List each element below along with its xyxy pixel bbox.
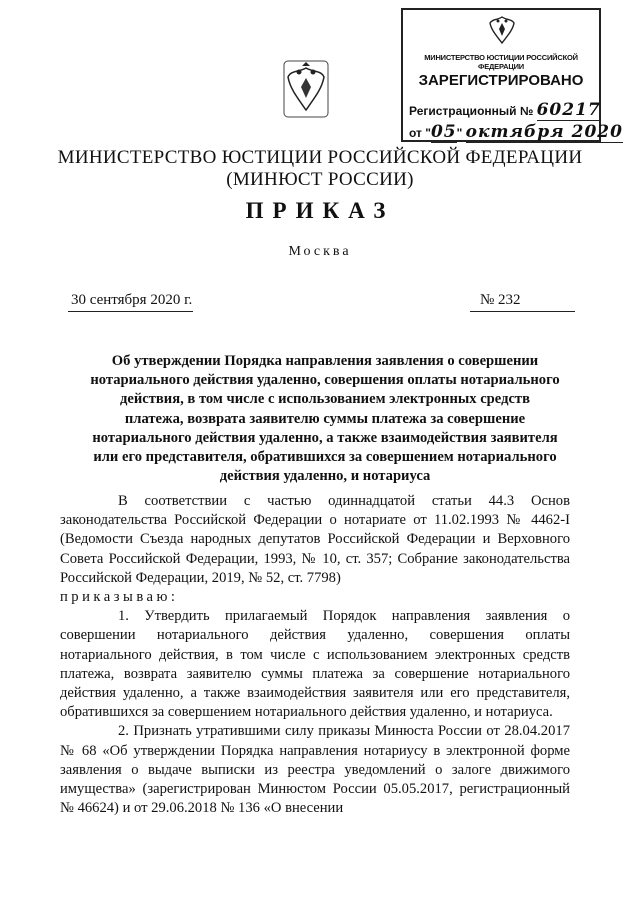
coat-of-arms-icon	[487, 14, 517, 46]
stamp-reg-line	[409, 100, 601, 121]
number-underline	[470, 311, 575, 312]
heading-line: или его представителя, обратившихся за совершением нотариального	[93, 449, 557, 466]
stamp-date-month-year: октября 2020	[465, 122, 623, 142]
heading-line: нотариального действия удаленно, а также взаимодействия заявителя	[92, 429, 558, 446]
stamp-date-mid: "	[456, 126, 463, 140]
ministry-line-2: (МИНЮСТ РОССИИ)	[226, 169, 414, 190]
stamp-ministry-name: МИНИСТЕРСТВО ЮСТИЦИИ РОССИЙСКОЙ ФЕДЕРАЦИИ	[424, 53, 578, 71]
date-underline	[68, 311, 193, 312]
orders-word: приказываю:	[60, 589, 179, 606]
coat-of-arms-icon	[283, 60, 329, 118]
stamp-date-line	[409, 122, 623, 143]
heading-line: Об утверждении Порядка направления заявления о совершении	[111, 353, 539, 369]
stamp-status: ЗАРЕГИСТРИРОВАНО	[418, 72, 584, 89]
heading-line: действия удаленно, и нотариуса	[219, 468, 431, 485]
stamp-date-prefix: от "	[409, 126, 431, 140]
heading-line: платежа, возврата заявителю суммы платежа за совершение	[124, 410, 526, 427]
heading-line: действия, в том числе с использованием электронных средств	[120, 391, 530, 408]
city: Москва	[288, 244, 352, 259]
order-title: ПРИКАЗ	[245, 198, 395, 223]
order-number: № 232	[480, 292, 521, 308]
stamp-reg-label: Регистрационный №	[409, 104, 534, 118]
registration-stamp	[401, 8, 623, 142]
ministry-name	[0, 147, 640, 191]
item-1-paragraph: 1. Утвердить прилагаемый Порядок направления заявления о совершении нотариального действия удаленно, совершения оплаты нотариального действия, в том числе с использованием электронных средств платежа, возврата заявителю суммы платежа за совершение нотариального действия удаленно, а также взаимодействия заявителя или его представителя, обратившихся за совершением нотариального действия удаленно, и нотариуса.	[60, 608, 570, 721]
order-body	[60, 492, 570, 818]
heading-line: нотариального действия удаленно, совершения оплаты нотариального	[90, 372, 560, 389]
stamp-date-day: 05	[430, 122, 457, 142]
order-date: 30 сентября 2020 г.	[71, 292, 193, 308]
order-heading	[70, 352, 580, 486]
stamp-reg-number: 60217	[536, 100, 601, 120]
item-2-paragraph: 2. Признать утратившими силу приказы Минюста России от 28.04.2017 № 68 «Об утверждении Порядка направления нотариусу в электронной форме заявления о выдаче выписки из реестра уведомлений о залоге движимого имущества» (зарегистрирован Минюстом России 05.05.2017, регистрационный № 46624) и от 29.06.2018 № 136 «О внесении	[60, 723, 570, 817]
ministry-line-1: МИНИСТЕРСТВО ЮСТИЦИИ РОССИЙСКОЙ ФЕДЕРАЦИИ	[57, 147, 583, 168]
preamble-paragraph: В соответствии с частью одиннадцатой статьи 44.3 Основ законодательства Российской Федерации о нотариате от 11.02.1993 № 4462-I (Ведомости Съезда народных депутатов Российской Федерации и Верховного Совета Российской Федерации, 1993, № 10, ст. 357; Собрание законодательства Российской Федерации, 2019, № 52, ст. 7798)	[60, 493, 570, 586]
